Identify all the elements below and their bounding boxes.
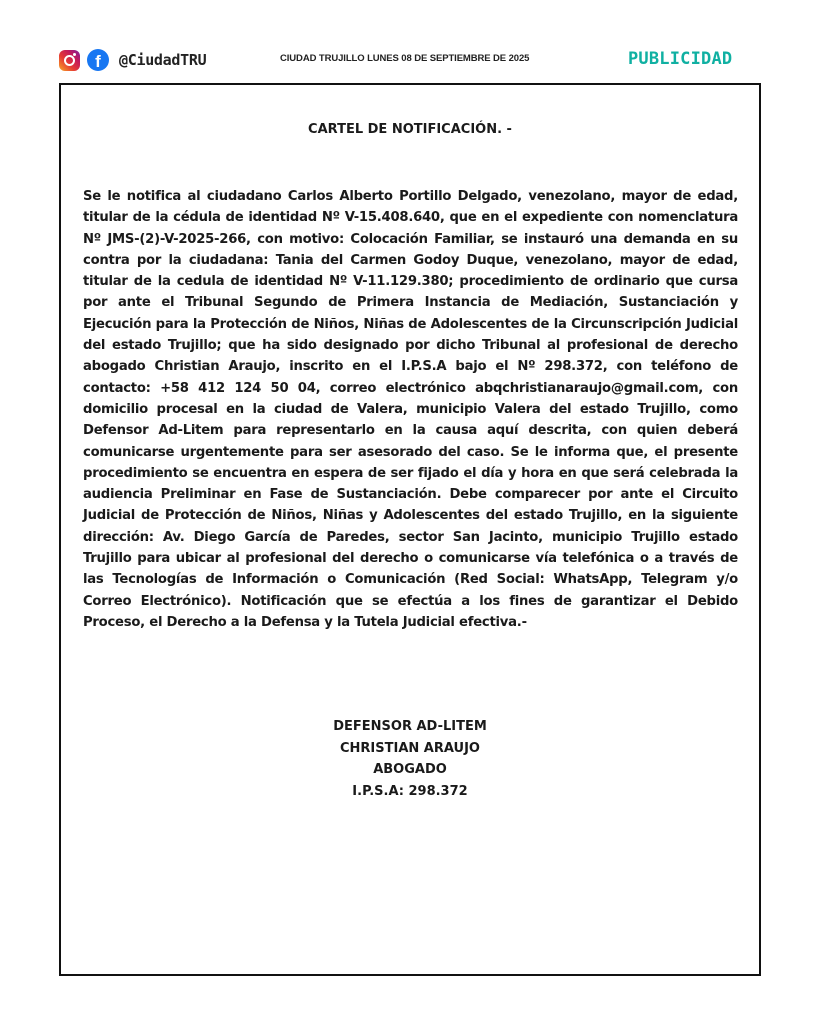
dateline: CIUDAD TRUJILLO LUNES 08 DE SEPTIEMBRE DE 2025: [280, 53, 530, 64]
signature-role: DEFENSOR AD-LITEM: [333, 719, 487, 734]
signature-block: [61, 716, 759, 802]
section-label: PUBLICIDAD: [628, 49, 733, 69]
instagram-icon[interactable]: [59, 50, 80, 71]
facebook-icon[interactable]: f: [87, 49, 109, 71]
social-handle[interactable]: @CiudadTRU: [119, 51, 207, 69]
signature-name: CHRISTIAN ARAUJO: [340, 740, 480, 756]
signature-title: ABOGADO: [373, 762, 447, 777]
notice-body: Se le notifica al ciudadano Carlos Alberto Portillo Delgado, venezolano, mayor de edad, titular de la cédula de identidad Nº V-15.408.640, que en el expediente con nomenclatura Nº JMS-(2)-V-2025-266, con motivo: Colocación Familiar, se instauró una demanda en su contra por la ciudadana: Tania del Carmen Godoy Duque, venezolano, mayor de edad, titular de la cedula de identidad Nº V-11.129.380; procedimiento de ordinario que cursa por ante el Tribunal Segundo de Primera Instancia de Mediación, Sustanciación y Ejecución para la Protección de Niños, Niñas de Adolescentes de la Circunscripción Judicial del estado Trujillo; que ha sido designado por dicho Tribunal al profesional de derecho abogado Christian Araujo, inscrito en el I.P.S.A bajo el Nº 298.372, con teléfono de contacto: +58 412 124 50 04, correo electrónico abqchristianaraujo@gmail.com, con domicilio procesal en la ciudad de Valera, municipio Valera del estado Trujillo, como Defensor Ad-Litem para representarlo en la causa aquí descrita, con quien deberá comunicarse urgentemente para ser asesorado del caso. Se le informa que, el presente procedimiento se encuentra en espera de ser fijado el día y hora en que será celebrada la audiencia Preliminar en Fase de Sustanciación. Debe comparecer por ante el Circuito Judicial de Protección de Niños, Niñas y Adolescentes del estado Trujillo, en la siguiente dirección: Av. Diego García de Paredes, sector San Jacinto, municipio Trujillo estado Trujillo para ubicar al profesional del derecho o comunicarse vía telefónica o a través de las Tecnologías de Información o Comunicación (Red Social: WhatsApp, Telegram y/o Correo Electrónico). Notificación que se efectúa a los fines de garantizar el Debido Proceso, el Derecho a la Defensa y la Tutela Judicial efectiva.-: [83, 189, 738, 630]
page-header: [0, 0, 819, 80]
notice-frame: [59, 83, 761, 976]
social-block: [59, 48, 206, 72]
signature-registration: I.P.S.A: 298.372: [352, 783, 468, 799]
notice-title: CARTEL DE NOTIFICACIÓN. -: [308, 122, 512, 137]
